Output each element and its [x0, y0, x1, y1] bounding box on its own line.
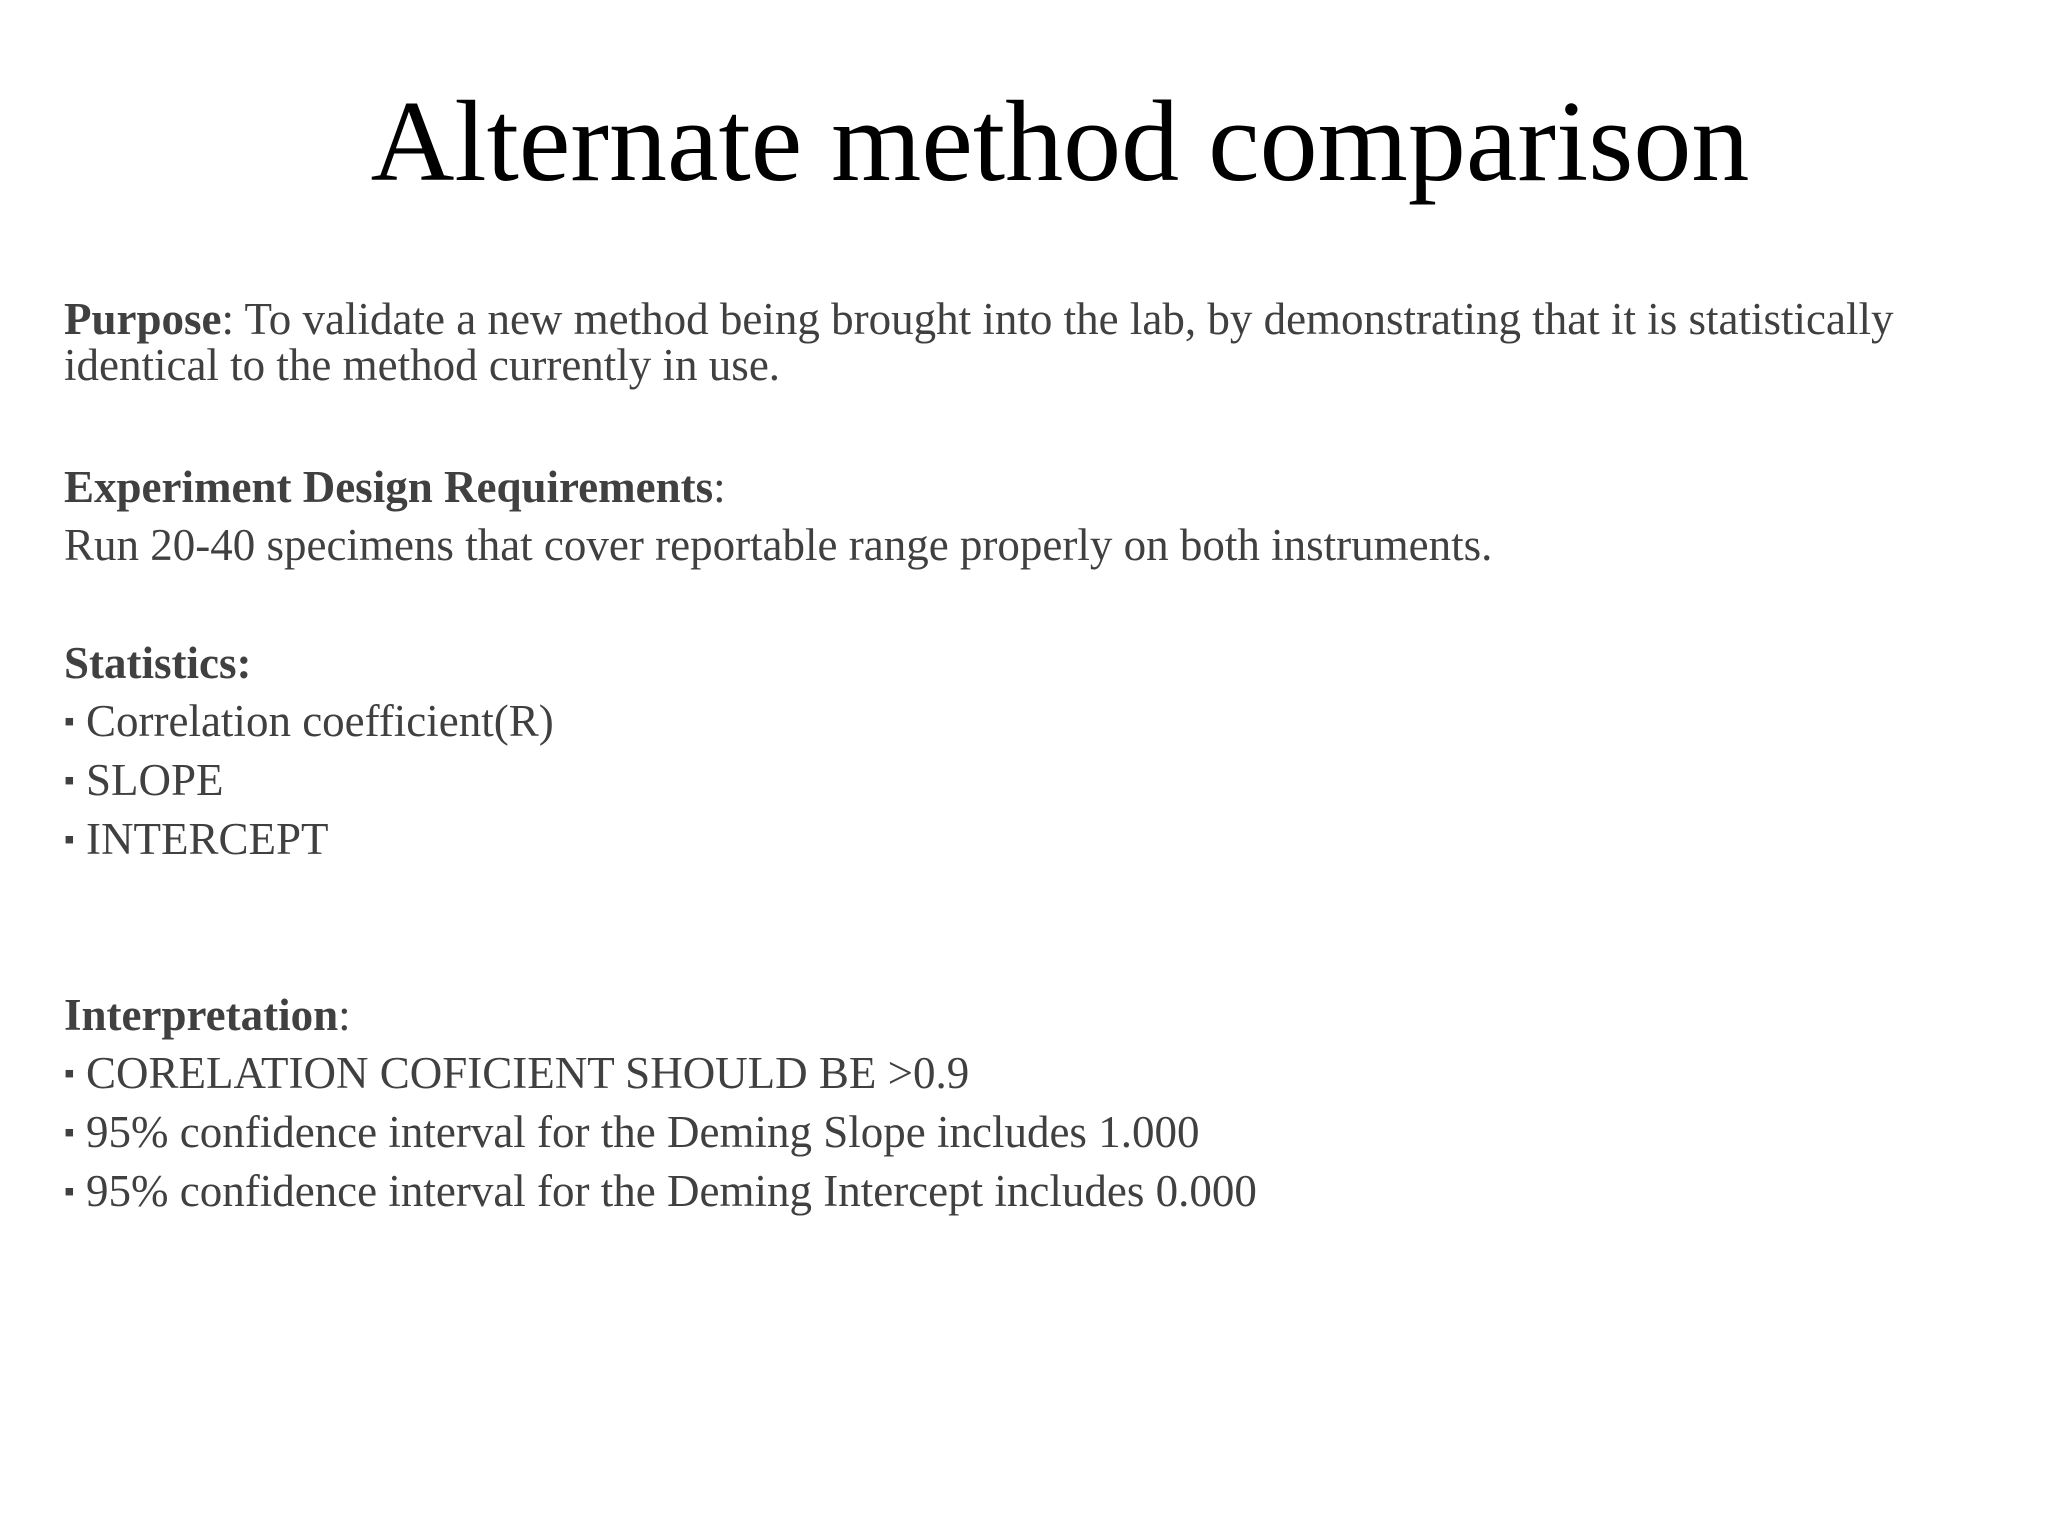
statistics-item — [64, 810, 2004, 869]
design-heading-line — [64, 458, 2004, 516]
interpretation-heading-line — [64, 986, 2004, 1044]
bullet-marker: ▪ — [64, 823, 75, 856]
interpretation-heading: Interpretation — [64, 990, 339, 1040]
design-colon: : — [713, 462, 726, 512]
interpretation-item-text: CORELATION COFICIENT SHOULD BE >0.9 — [86, 1048, 970, 1098]
interpretation-item-text: 95% confidence interval for the Deming Intercept includes 0.000 — [86, 1166, 1257, 1216]
statistics-item-text: SLOPE — [86, 755, 224, 805]
interpretation-item — [64, 1162, 2004, 1221]
statistics-item-text: INTERCEPT — [86, 814, 329, 864]
bullet-marker: ▪ — [64, 764, 75, 797]
purpose-paragraph — [64, 296, 2004, 388]
bullet-marker: ▪ — [64, 1116, 75, 1149]
bullet-marker: ▪ — [64, 1057, 75, 1090]
purpose-section — [64, 296, 2004, 388]
purpose-text: To validate a new method being brought into the lab, by demonstrating that it is statistically identical to the method currently in use. — [64, 294, 1894, 390]
interpretation-item — [64, 1103, 2004, 1162]
bullet-marker: ▪ — [64, 1175, 75, 1208]
statistics-item-text: Correlation coefficient(R) — [86, 696, 554, 746]
statistics-section — [64, 634, 2004, 869]
statistics-heading: Statistics: — [64, 638, 252, 688]
purpose-heading: Purpose — [64, 294, 222, 344]
statistics-item — [64, 751, 2004, 810]
interpretation-section — [64, 986, 2004, 1221]
design-text: Run 20-40 specimens that cover reportable range properly on both instruments. — [64, 520, 1493, 570]
design-section — [64, 458, 2004, 574]
design-heading: Experiment Design Requirements — [64, 462, 714, 512]
interpretation-item-text: 95% confidence interval for the Deming Slope includes 1.000 — [86, 1107, 1200, 1157]
interpretation-item — [64, 1044, 2004, 1103]
purpose-colon: : — [221, 294, 235, 344]
bullet-marker: ▪ — [64, 705, 75, 738]
slide-title: Alternate method comparison — [370, 78, 1750, 206]
statistics-item — [64, 692, 2004, 751]
interpretation-colon: : — [338, 990, 351, 1040]
